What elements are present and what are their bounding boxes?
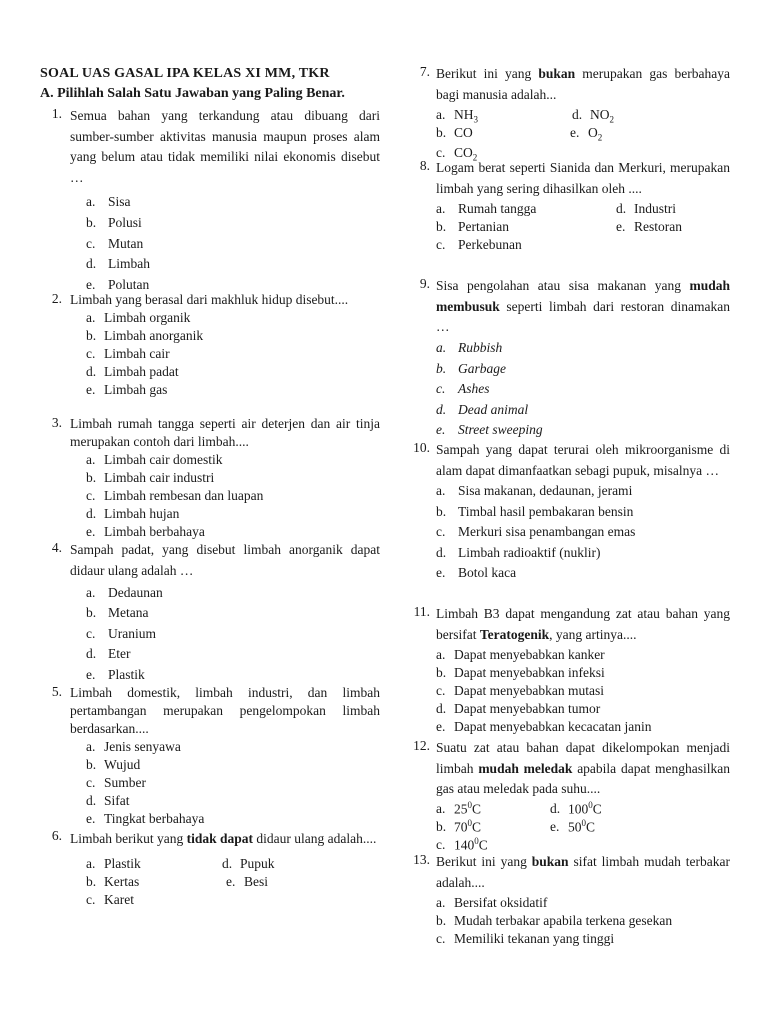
option-b[interactable]: b. Kertas: [86, 874, 140, 889]
option-a[interactable]: a. Dedaunan: [86, 585, 163, 600]
option-a[interactable]: a. Sisa: [86, 194, 131, 209]
option-e[interactable]: e. $O_2$: [570, 125, 603, 143]
option-b[interactable]: b. Wujud: [86, 757, 141, 772]
question-number: 6.: [51, 828, 62, 843]
question-7: [410, 64, 730, 163]
option-b[interactable]: b. Polusi: [86, 215, 142, 230]
question-stem: Limbah yang berasal dari makhluk hidup disebut....: [70, 292, 349, 307]
option-c[interactable]: c. Uranium: [86, 626, 156, 641]
option-b[interactable]: b. Limbah cair industri: [86, 470, 215, 485]
option-a[interactable]: a. Sisa makanan, dedaunan, jerami: [436, 483, 633, 498]
question-stem: Sisa pengolahan atau sisa makanan yang mudah membusuk seperti limbah dari restoran dinamakan …: [436, 278, 730, 334]
question-number: 8.: [419, 158, 430, 173]
section-heading: A. Pilihlah Salah Satu Jawaban yang Paling Benar.: [40, 86, 345, 101]
question-stem: Berikut ini yang bukan merupakan gas berbahaya bagi manusia adalah...: [436, 66, 730, 102]
question-stem: Sampah yang dapat terurai oleh mikroorganisme di alam dapat dimanfaatkan sebagi pupuk, misalnya …: [436, 442, 730, 478]
option-b[interactable]: b. Dapat menyebabkan infeksi: [436, 665, 605, 680]
question-1: [40, 106, 380, 292]
question-stem: Limbah rumah tangga seperti air deterjen dan air tinja merupakan contoh dari limbah....: [70, 416, 380, 449]
option-b[interactable]: b. Limbah anorganik: [86, 328, 204, 343]
option-d[interactable]: d. Dead animal: [436, 401, 529, 417]
question-number: 9.: [419, 276, 430, 291]
option-c[interactable]: c. Limbah cair: [86, 346, 170, 361]
option-d[interactable]: d. Limbah hujan: [86, 506, 180, 521]
option-d[interactable]: d. Limbah padat: [86, 364, 179, 379]
question-stem: Limbah B3 dapat mengandung zat atau bahan yang bersifat Teratogenik, yang artinya....: [436, 606, 730, 642]
question-number: 10.: [413, 440, 430, 455]
question-2: [40, 291, 380, 397]
option-a[interactable]: a. Jenis senyawa: [86, 739, 181, 754]
option-d[interactable]: d. Limbah radioaktif (nuklir): [436, 545, 601, 560]
option-b[interactable]: b. Metana: [86, 605, 149, 620]
option-b[interactable]: b. Garbage: [436, 360, 506, 376]
question-stem: Sampah padat, yang disebut limbah anorganik dapat didaur ulang adalah …: [70, 542, 380, 578]
option-a[interactable]: a. $25^0C$: [436, 799, 482, 816]
option-a[interactable]: a. Limbah cair domestik: [86, 452, 223, 467]
option-e[interactable]: e. $50^0C$: [550, 817, 596, 834]
option-d[interactable]: d. $100^0C$: [550, 799, 602, 816]
option-c[interactable]: c. Sumber: [86, 775, 146, 790]
question-stem: Limbah domestik, limbah industri, dan limbah pertambangan merupakan pengelompokan limbah berdasarkan....: [70, 685, 380, 736]
question-number: 1.: [51, 106, 62, 121]
question-number: 7.: [419, 64, 430, 79]
option-a[interactable]: a. Rumah tangga: [436, 201, 537, 216]
option-b[interactable]: b. Pertanian: [436, 219, 509, 234]
option-b[interactable]: b. $70^0C$: [436, 817, 482, 834]
option-a[interactable]: a. Rubbish: [436, 339, 503, 355]
option-c[interactable]: c. Mutan: [86, 236, 144, 251]
question-12: [410, 738, 730, 852]
page-title: SOAL UAS GASAL IPA KELAS XI MM, TKR: [40, 66, 330, 81]
question-stem: Berikut ini yang bukan sifat limbah mudah terbakar adalah....: [436, 854, 730, 890]
option-c[interactable]: c. $CO_2$: [436, 145, 478, 163]
option-e[interactable]: e. Besi: [226, 874, 269, 889]
question-stem: Limbah berikut yang tidak dapat didaur ulang adalah....: [70, 831, 377, 846]
emphasis: Teratogenik: [479, 626, 550, 642]
option-d[interactable]: d. $NO_2$: [572, 107, 614, 125]
question-9: [410, 276, 730, 437]
question-number: 11.: [413, 604, 430, 619]
question-6: [40, 828, 380, 907]
option-e[interactable]: e. Limbah berbahaya: [86, 524, 205, 539]
option-b[interactable]: b. Mudah terbakar apabila terkena gesekan: [436, 913, 673, 928]
question-10: [410, 440, 730, 580]
question-number: 5.: [51, 684, 62, 699]
option-a[interactable]: a. Plastik: [86, 856, 141, 871]
question-number: 12.: [413, 738, 430, 753]
option-e[interactable]: e. Polutan: [86, 277, 150, 292]
option-a[interactable]: a. Dapat menyebabkan kanker: [436, 647, 605, 662]
question-5: [40, 684, 380, 826]
question-4: [40, 540, 380, 682]
question-number: 2.: [51, 291, 62, 306]
emphasis: mudah meledak: [478, 760, 573, 776]
question-13: [410, 852, 730, 946]
question-number: 4.: [51, 540, 62, 555]
option-d[interactable]: d. Limbah: [86, 256, 150, 271]
option-c[interactable]: c. Memiliki tekanan yang tinggi: [436, 931, 615, 946]
emphasis: mudah membusuk: [436, 278, 730, 314]
option-c[interactable]: c. $140^0C$: [436, 835, 488, 852]
option-d[interactable]: d. Industri: [616, 201, 676, 216]
option-d[interactable]: d. Eter: [86, 646, 131, 661]
option-d[interactable]: d. Dapat menyebabkan tumor: [436, 701, 601, 716]
option-c[interactable]: c. Karet: [86, 892, 134, 907]
question-stem: Logam berat seperti Sianida dan Merkuri, merupakan limbah yang sering dihasilkan oleh ....: [436, 160, 730, 196]
option-c[interactable]: c. Perkebunan: [436, 237, 522, 252]
question-stem: Semua bahan yang terkandung atau dibuang dari sumber-sumber aktivitas manusia maupun proses alam yang belum atau tidak memiliki nilai ekonomis disebut …: [70, 108, 380, 185]
question-number: 13.: [413, 852, 430, 867]
option-e[interactable]: e. Plastik: [86, 667, 145, 682]
option-e[interactable]: e. Limbah gas: [86, 382, 168, 397]
option-c[interactable]: c. Dapat menyebabkan mutasi: [436, 683, 604, 698]
emphasis: bukan: [538, 66, 576, 81]
option-c[interactable]: c. Limbah rembesan dan luapan: [86, 488, 264, 503]
option-e[interactable]: e. Dapat menyebabkan kecacatan janin: [436, 719, 652, 734]
option-e[interactable]: e. Tingkat berbahaya: [86, 811, 205, 826]
option-a[interactable]: a. Bersifat oksidatif: [436, 895, 548, 910]
option-e[interactable]: e. Restoran: [616, 219, 682, 234]
emphasis: tidak dapat: [186, 831, 254, 846]
question-11: [410, 604, 730, 734]
question-number: 3.: [51, 415, 62, 430]
option-a[interactable]: a. Limbah organik: [86, 310, 191, 325]
option-e[interactable]: e. Street sweeping: [436, 421, 543, 437]
question-8: [410, 158, 730, 252]
option-b[interactable]: b. CO: [436, 125, 473, 140]
option-e[interactable]: e. Botol kaca: [436, 565, 517, 580]
question-3: [40, 415, 380, 539]
option-d[interactable]: d. Sifat: [86, 793, 130, 808]
option-a[interactable]: a. $NH_3$: [436, 107, 478, 125]
emphasis: bukan: [531, 854, 569, 869]
option-b[interactable]: b. Timbal hasil pembakaran bensin: [436, 504, 634, 519]
option-c[interactable]: c. Ashes: [436, 380, 490, 396]
option-c[interactable]: c. Merkuri sisa penambangan emas: [436, 524, 636, 539]
question-stem: Suatu zat atau bahan dapat dikelompokan menjadi limbah mudah meledak apabila dapat menghasilkan gas atau meledak pada suhu....: [436, 740, 730, 796]
option-d[interactable]: d. Pupuk: [222, 856, 275, 871]
